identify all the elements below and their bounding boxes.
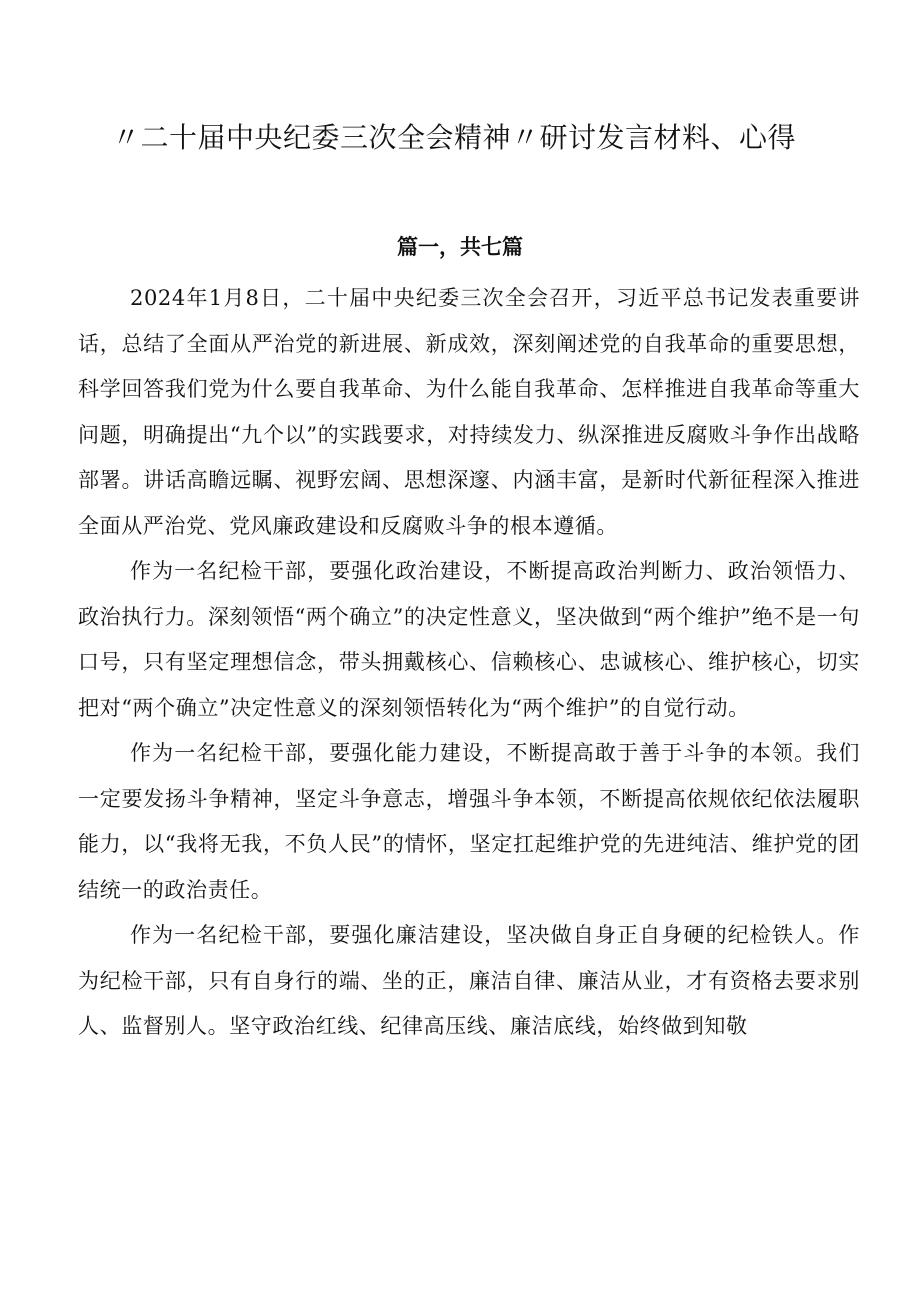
paragraph-1: 2024年1月8日，二十届中央纪委三次全会召开，习近平总书记发表重要讲话，总结了全面从严治党的新进展、新成效，深刻阐述党的自我革命的重要思想，科学回答我们党为什么要自我革命、为什么能自我革命、怎样推进自我革命等重大问题，明确提出“九个以”的实践要求，对持续发力、纵深推进反腐败斗争作出战略部署。讲话高瞻远瞩、视野宏阔、思想深邃、内涵丰富，是新时代新征程深入推进全面从严治党、党风廉政建设和反腐败斗争的根本遵循。 xyxy=(78,286,860,538)
paragraph-3: 作为一名纪检干部，要强化能力建设，不断提高敢于善于斗争的本领。我们一定要发扬斗争精神，坚定斗争意志，增强斗争本领，不断提高依规依纪依法履职能力，以“我将无我，不负人民”的情怀，坚定扛起维护党的先进纯洁、维护党的团结统一的政治责任。 xyxy=(78,741,860,902)
paragraph-2: 作为一名纪检干部，要强化政治建设，不断提高政治判断力、政治领悟力、政治执行力。深刻领悟“两个确立”的决定性意义，坚决做到“两个维护”绝不是一句口号，只有坚定理想信念，带头拥戴核心、信赖核心、忠诚核心、维护核心，切实把对“两个确立”决定性意义的深刻领悟转化为“两个维护”的自觉行动。 xyxy=(78,559,860,720)
document-title: 〃二十届中央纪委三次全会精神〃研讨发言材料、心得 xyxy=(112,121,797,154)
document-body xyxy=(78,276,860,1050)
section-heading: 篇一，共七篇 xyxy=(397,235,523,259)
paragraph-4: 作为一名纪检干部，要强化廉洁建设，坚决做自身正自身硬的纪检铁人。作为纪检干部，只有自身行的端、坐的正，廉洁自律、廉洁从业，才有资格去要求别人、监督别人。坚守政治红线、纪律高压线、廉洁底线，始终做到知敬 xyxy=(78,923,860,1038)
